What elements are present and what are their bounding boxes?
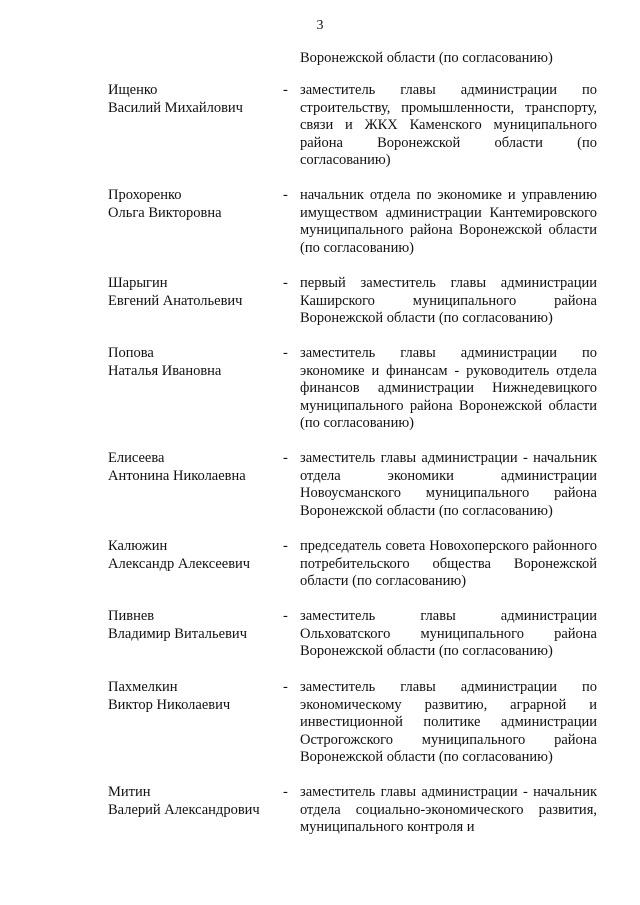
role-description: заместитель главы администрации - начальник отдела экономики администрации Новоусманского муниципального района Воронежской области (по согласованию) — [300, 450, 597, 519]
person-name — [108, 538, 278, 573]
dash: - — [283, 82, 288, 98]
surname: Митин — [108, 784, 151, 800]
person-name — [108, 275, 278, 310]
role-description: заместитель главы администрации - начальник отдела социально-экономического развития, муниципального контроля и — [300, 784, 597, 835]
given-name: Василий Михайлович — [108, 99, 243, 116]
dash: - — [283, 784, 288, 800]
dash: - — [283, 275, 288, 291]
given-name: Антонина Николаевна — [108, 467, 246, 484]
person-name — [108, 345, 278, 380]
role-description: заместитель главы администрации по экономическому развитию, аграрной и инвестиционной политике администрации Острогожского муниципального района Воронежской области (по согласованию) — [300, 679, 597, 765]
person-name — [108, 82, 278, 117]
dash: - — [283, 187, 288, 203]
surname: Попова — [108, 345, 154, 361]
given-name: Ольга Викторовна — [108, 204, 222, 221]
role-description: начальник отдела по экономике и управлению имуществом администрации Кантемировского муниципального района Воронежской области (по согласованию) — [300, 187, 597, 256]
surname: Ищенко — [108, 82, 158, 98]
role-description: первый заместитель главы администрации Каширского муниципального района Воронежской области (по согласованию) — [300, 275, 597, 326]
continuation-text: Воронежской области (по согласованию) — [300, 50, 553, 66]
given-name: Евгений Анатольевич — [108, 292, 243, 309]
dash: - — [283, 450, 288, 466]
given-name: Владимир Витальевич — [108, 625, 247, 642]
person-name — [108, 679, 278, 714]
given-name: Александр Алексеевич — [108, 555, 251, 572]
surname: Прохоренко — [108, 187, 182, 203]
page-number: 3 — [316, 18, 324, 33]
person-name — [108, 784, 278, 819]
given-name: Наталья Ивановна — [108, 362, 222, 379]
role-description: заместитель главы администрации Ольховатского муниципального района Воронежской области (по согласованию) — [300, 608, 597, 659]
role-description: заместитель главы администрации по строительству, промышленности, транспорту, связи и ЖКХ Каменского муниципального района Воронежской области (по согласованию) — [300, 82, 597, 168]
surname: Пивнев — [108, 608, 155, 624]
surname: Шарыгин — [108, 275, 168, 291]
dash: - — [283, 345, 288, 361]
surname: Елисеева — [108, 450, 165, 466]
given-name: Валерий Александрович — [108, 801, 260, 818]
role-description: председатель совета Новохоперского районного потребительского общества Воронежской области (по согласованию) — [300, 538, 597, 589]
given-name: Виктор Николаевич — [108, 696, 231, 713]
role-description: заместитель главы администрации по экономике и финансам - руководитель отдела финансов администрации Нижнедевицкого муниципального района Воронежской области (по согласованию) — [300, 345, 597, 431]
dash: - — [283, 538, 288, 554]
dash: - — [283, 608, 288, 624]
person-name — [108, 608, 278, 643]
surname: Калюжин — [108, 538, 168, 554]
dash: - — [283, 679, 288, 695]
surname: Пахмелкин — [108, 679, 178, 695]
person-name — [108, 450, 278, 485]
person-name — [108, 187, 278, 222]
